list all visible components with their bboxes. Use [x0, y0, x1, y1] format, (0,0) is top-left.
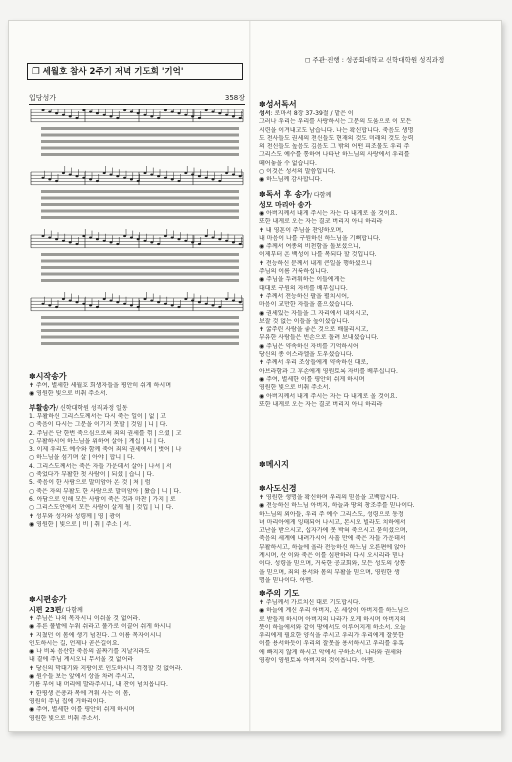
text-line: ✝ 전능하신 분께서 내게 큰일을 행하셨으니 [259, 259, 373, 267]
text-line: 대대로 구원의 자비를 베푸십니다. [259, 284, 348, 292]
opening-section [29, 371, 247, 399]
text-line: 2. 주님은 단 한번 죽으심으로써 죄의 권세를 꺾 | 으셨 | 고 [29, 429, 182, 437]
text-line: ○ 부활하시어 하느님을 위하여 살아 | 계십 | 니 | 다. [29, 437, 166, 445]
organizer-note: ◻ 주관·진행 : 성공회대학교 신학대학원 성직과정 [305, 56, 445, 64]
text-line: 보잘 것 없는 이들을 높이셨습니다. [259, 317, 350, 325]
text-line: ✝ 주님은 나의 목자시니 이쉬울 것 없어라. [29, 615, 141, 622]
canticle-title: ✽독서 후 송가/ 다함께 [259, 190, 332, 199]
text-line: ✝ 주여, 별세한 세월호 희생자들을 평안히 쉬게 하시며 [29, 382, 172, 389]
hymn-sheet-music [29, 109, 245, 361]
text-line: 녀 마리아에게 잉태되어 나시고, 본시오 빌라도 치하에서 [259, 518, 406, 526]
text-line: 부활하시고, 하늘에 올라 전능하신 하느님 오른편에 앉아 [259, 543, 406, 551]
text-line: ◉ 주님은 약속하신 자비를 기억하시어 [259, 342, 359, 350]
text-line: 영광이 영원토록 아버지의 것이옵니다. 아멘. [259, 657, 375, 665]
text-line: 이다. 성령을 믿으며, 거룩한 공교회와, 모든 성도의 상통 [259, 560, 406, 568]
text-line: ◉ 주여, 별세한 이를 평안히 쉬게 하시며 [29, 706, 135, 714]
text-line: ✝ 당신의 막대기와 지팡이로 인도하시니 걱정할 것 없어라. [29, 664, 183, 672]
page-title: ❐ 세월호 참사 2주기 저녁 기도회 '기억' [27, 63, 243, 80]
message-section [259, 459, 487, 470]
text-line: ✝ 지쳤던 이 몸에 생기 넘친다. 그 이름 목자이시니 [29, 631, 162, 639]
text-line: ✝ 영원한 생명을 확신하며 우리의 믿음을 고백합시다. [259, 494, 400, 501]
canticle-section [259, 189, 487, 409]
text-line: 로 받들게 하시며 아버지의 나라가 오게 하시며 아버지의 [259, 615, 406, 623]
text-line: ✝ 한평생 은총과 복에 겨워 사는 이 몸, [29, 689, 131, 697]
text-line: 5. 죽음이 한 사람으로 말미암아 온 것 | 처 | 럼 [29, 479, 151, 487]
text-line: ◉ 주님을 두려워하는 이들에게는 [259, 276, 346, 284]
text-line: 그리스도 예수를 통하여 나타난 하느님의 사랑에서 우리를 [259, 151, 410, 159]
creed-section [259, 483, 487, 585]
text-line: 부유한 사람들은 빈손으로 돌려 보내셨습니다. [259, 334, 379, 342]
text-line: 3. 이제 우리도 예수와 함께 죽어 죄의 권세에서 | 벗어 | 나 [29, 446, 182, 454]
message-title: ✽메시지 [259, 460, 289, 469]
text-line: 떼어놓을 수 없습니다. [259, 159, 317, 167]
text-line: ✝ 주께서 전능하신 팔을 펼치시어, [259, 292, 349, 300]
text-line: 을 믿으며, 죄의 용서와 몸의 부활을 믿으며, 영원한 생 [259, 568, 400, 576]
entrance-hymn-label: 입당성가 [29, 94, 57, 102]
text-line: 마음이 교만한 자들을 흩으셨습니다. [259, 301, 354, 309]
resurrection-section [29, 403, 247, 529]
text-line: 기름 부어 내 머리에 발라주시니, 내 잔이 넘치옵니다. [29, 681, 168, 689]
bulletin-page [8, 20, 502, 732]
psalm-section [29, 594, 247, 723]
text-line: ◉ 영원한 빛으로 비춰 주소서. [29, 390, 108, 398]
text-line: 이를 용서하듯이 우리의 잘못을 용서하시고 우리를 유혹 [259, 640, 404, 648]
text-line: 뜻이 하늘에서와 같이 땅에서도 이루어지게 하소서. 오늘 [259, 623, 406, 631]
text-line: ○ 죽었다가 부활한 첫 사람이 | 되셨 | 습니 | 다. [29, 471, 155, 479]
text-line: 영원한 빛으로 비춰 주소서. [259, 384, 331, 392]
creed-title: ✽사도신경 [259, 484, 297, 493]
text-line: ◉ 하느님께 감사합니다. [259, 176, 323, 184]
text-line: ○ 죽은 자의 부활도 한 사람으로 말미암아 | 왔습 | 니 | 다. [29, 487, 182, 495]
canticle-subtitle: 성모 마리아 송가 [259, 201, 312, 209]
text-line: ◉ 아버지께서 내게 주시는 자는 다 내게로 올 것이요. [259, 392, 398, 400]
text-line: 죽음의 세계에 내려가시어 사흘 만에 죽은 자들 가운데서 [259, 535, 406, 543]
text-line: 내 곁에 주님 계시오니 무서울 것 없어라 [29, 656, 134, 664]
text-line: 1. 부활하신 그리스도께서는 다시 죽는 일이 | 없 | 고 [29, 413, 167, 420]
text-line: 6. 아담으로 인해 모든 사람이 죽은 것과 마찬 | 가지 | 로 [29, 495, 176, 503]
text-line: ✝ 내 영혼이 주님을 찬양하오며, [259, 226, 344, 234]
text-line: ○ 이것은 성서의 말씀입니다. [259, 168, 336, 176]
text-line: 영원히 주님 집에 거하리이다. [29, 697, 107, 705]
text-line: 인도하시는 길, 언제나 곧은길이요. [29, 639, 120, 647]
text-line: 내 마음이 나를 구원하신 하느님을 기뻐합니다. [259, 234, 381, 242]
text-line: 당신의 종 이스라엘을 도우셨습니다. [259, 351, 354, 359]
text-line: 에 빠지지 않게 하시고 악에서 구하소서. 나라와 권세와 [259, 648, 402, 656]
text-line: 또한 내게로 오는 자는 결코 버리지 아니 하리라 [259, 400, 383, 408]
text-line: 아브라함과 그 후손에게 영원토록 자비를 베푸십니다. [259, 367, 398, 375]
text-line: 명을 믿나이다. 아멘. [259, 576, 313, 584]
resurrection-title: 부활송가/ 신학대학원 성직과정 일동 [29, 404, 128, 412]
text-line: ✝ 성부와 성자와 성령께 | 영 | 광이 [29, 512, 121, 520]
reading-title: ✽성서독서 [259, 100, 297, 109]
text-line: 4. 그리스도께서는 죽은 자들 가운데서 살아 | 나셔 | 서 [29, 462, 172, 470]
text-line: ◉ 하늘에 계신 우리 아버지, 온 세상이 아버지를 하느님으 [259, 607, 409, 615]
text-line: ○ 그리스도안에서 모든 사람이 살게 될 | 것입 | 니 | 다. [29, 504, 174, 512]
text-line: ◉ 원수들 보는 앞에서 상을 차려 주시고, [29, 673, 135, 681]
text-line: ◉ 나 비록 음산한 죽음의 골짜기를 지날지라도 [29, 648, 151, 656]
text-line: 도 천사들도 권세의 천신들도 현재의 것도 미래의 것도 능력 [259, 134, 414, 142]
text-line: 이제부터 온 백성이 나를 복되다 할 것입니다. [259, 251, 377, 259]
text-line: 영원한 빛으로 비춰 주소서. [29, 714, 101, 722]
reading-ref: 성서: 로마서 8장 37-39절 / 맡은 이 [259, 110, 354, 117]
text-line: ◉ 아버지께서 내게 주시는 자는 다 내게로 올 것이요. [259, 210, 398, 217]
text-line: ✝ 주님께서 가르치신 대로 기도합시다. [259, 599, 361, 606]
page-fold [249, 21, 251, 731]
text-line: ✝ 굶주린 사람을 좋은 것으로 배불리시고, [259, 326, 369, 334]
text-line: ◉ 주여, 별세한 이를 평안히 쉬게 하시며 [259, 375, 365, 383]
text-line: 의 천신들도 높음도 깊음도 그 밖의 어떤 피조물도 우리 주 [259, 143, 410, 151]
entrance-hymn-header [29, 93, 245, 105]
text-line: 주님의 이름 거룩하십니다. [259, 268, 329, 276]
text-line: 우리에게 필요한 양식을 주시고 우리가 우리에게 잘못한 [259, 632, 404, 640]
text-line: 하느님의 외아들, 우리 주 예수 그리스도, 성령으로 동정 [259, 510, 404, 518]
opening-title: ✽시작송가 [29, 372, 67, 381]
text-line: 그러나 우리는 우리를 사랑하시는 그분의 도움으로 이 모든 [259, 118, 412, 126]
psalm-subtitle: 시편 23편/ 다함께 [29, 606, 83, 614]
reading-section [259, 99, 487, 185]
psalm-title: ✽시편송가 [29, 595, 67, 604]
text-line: ◉ 영원한 | 빛으로 | 비 | 취 | 주소 | 서. [29, 520, 131, 528]
text-line: ✝ 주께서 우리 조상들에게 약속하신 대로, [259, 359, 369, 367]
entrance-hymn-number: 358장 [224, 94, 245, 102]
text-line: ○ 하느님을 섬기며 살 | 아야 | 합니 | 다. [29, 454, 135, 462]
lords-prayer-title: ✽주의 기도 [259, 589, 300, 598]
text-line: 계시며, 산 이와 죽은 이를 심판하러 다시 오시리라 믿나 [259, 552, 404, 560]
text-line: ◉ 주께서 여종의 비천함을 돌보셨으니, [259, 243, 361, 251]
text-line: ○ 죽음이 다시는 그분을 이기지 못할 | 것임 | 니 | 다. [29, 421, 168, 429]
text-line: ◉ 전능하신 하느님 아버지, 하늘과 땅의 창조주를 믿나이다. [259, 502, 415, 510]
text-line: ◉ 푸른 풀밭에 누워 쉬라고 풀가로 이끌어 쉬게 하시니 [29, 623, 172, 631]
text-line: 시련을 이겨내고도 남습니다. 나는 확신합니다. 죽음도 생명 [259, 126, 414, 134]
lords-prayer-section [259, 588, 487, 665]
text-line: 또한 내게로 오는 자는 결코 버리지 아니 하리라 [259, 218, 383, 226]
text-line: 고난을 받으시고, 십자가에 못 박혀 죽으시고 묻히셨으며, [259, 527, 408, 535]
text-line: ◉ 권세있는 자들을 그 자리에서 내치시고, [259, 309, 369, 317]
